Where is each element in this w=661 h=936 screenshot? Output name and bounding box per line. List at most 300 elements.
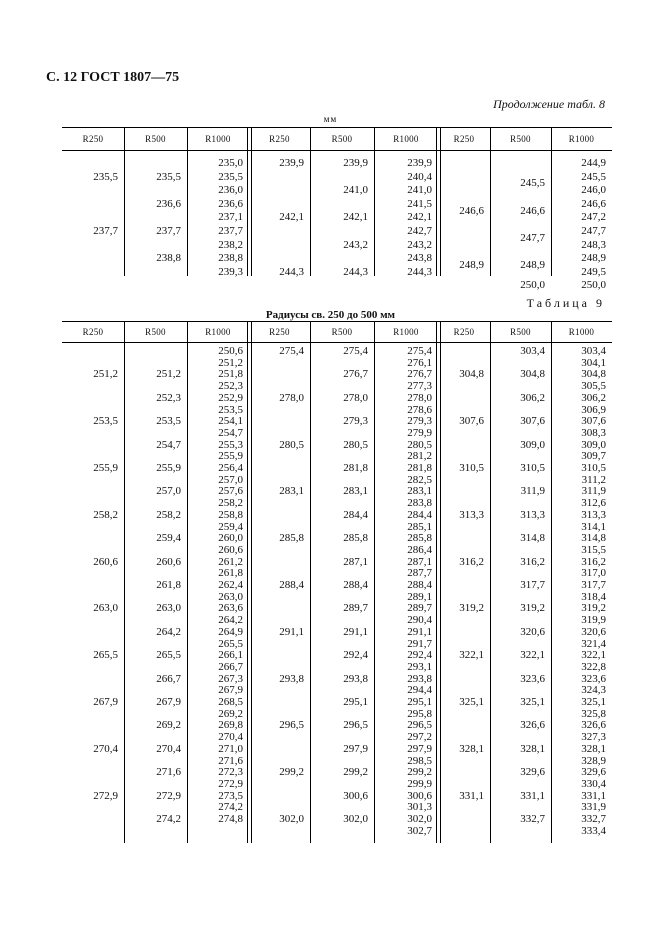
table-column — [490, 157, 551, 291]
table-cell: 289,1 — [407, 591, 432, 603]
table-cell: 246,6 — [459, 205, 484, 217]
table-column — [438, 345, 490, 843]
table-cell: 244,3 — [407, 266, 432, 278]
table-cell: 309,0 — [520, 439, 545, 451]
table-cell: 331,9 — [581, 801, 606, 813]
table-cell: 311,9 — [581, 485, 606, 497]
table-cell: 243,8 — [407, 252, 432, 264]
table-cell: 297,9 — [343, 743, 368, 755]
table-cell: 274,8 — [218, 813, 243, 825]
table-cell: 310,5 — [520, 462, 545, 474]
table-cell: 325,8 — [581, 708, 606, 720]
table-cell: 306,2 — [581, 392, 606, 404]
table-cell: 265,5 — [156, 649, 181, 661]
table-cell: 263,0 — [156, 602, 181, 614]
table-cell: 235,5 — [218, 171, 243, 183]
table-cell: 269,2 — [156, 719, 181, 731]
table-column — [310, 157, 374, 276]
table-cell: 281,2 — [407, 450, 432, 462]
table-cell: 239,9 — [343, 157, 368, 169]
table-cell: 332,7 — [520, 813, 545, 825]
table-cell: 272,9 — [156, 790, 181, 802]
page-header: С. 12 ГОСТ 1807—75 — [46, 70, 180, 85]
table-cell: 275,4 — [407, 345, 432, 357]
column-header: R1000 — [205, 327, 231, 337]
table-cell: 324,3 — [581, 684, 606, 696]
table-cell: 278,0 — [407, 392, 432, 404]
table-cell: 256,4 — [218, 462, 243, 474]
table-cell: 296,5 — [279, 719, 304, 731]
table-cell: 266,7 — [218, 661, 243, 673]
table-cell: 323,6 — [520, 673, 545, 685]
table-cell: 305,5 — [581, 380, 606, 392]
table-cell: 238,2 — [218, 239, 243, 251]
table-cell: 314,1 — [581, 521, 606, 533]
table-cell: 279,3 — [343, 415, 368, 427]
table-cell: 326,6 — [520, 719, 545, 731]
column-header: R250 — [453, 327, 475, 337]
table-cell: 323,6 — [581, 673, 606, 685]
table-cell: 284,4 — [343, 509, 368, 521]
table-cell: 331,1 — [459, 790, 484, 802]
column-header: R500 — [510, 327, 531, 337]
table-cell: 246,6 — [581, 198, 606, 210]
table-cell: 278,6 — [407, 404, 432, 416]
table-cell: 237,7 — [156, 225, 181, 237]
table-cell: 291,1 — [279, 626, 304, 638]
table-cell: 293,8 — [279, 673, 304, 685]
table-cell: 317,0 — [581, 567, 606, 579]
table-cell: 263,6 — [218, 602, 243, 614]
table-cell: 271,6 — [156, 766, 181, 778]
table-cell: 243,2 — [343, 239, 368, 251]
table-cell: 300,6 — [343, 790, 368, 802]
table-cell: 296,5 — [343, 719, 368, 731]
table-cell: 267,9 — [93, 696, 118, 708]
table-cell: 282,5 — [407, 474, 432, 486]
table-cell: 285,8 — [407, 532, 432, 544]
table-cell: 235,5 — [93, 171, 118, 183]
table-cell: 293,1 — [407, 661, 432, 673]
table-cell: 258,2 — [93, 509, 118, 521]
table-cell: 306,2 — [520, 392, 545, 404]
table-cell: 317,7 — [581, 579, 606, 591]
table-cell: 299,9 — [407, 778, 432, 790]
table-cell: 287,1 — [407, 556, 432, 568]
table-cell: 254,1 — [218, 415, 243, 427]
table-cell: 309,0 — [581, 439, 606, 451]
table-cell: 331,1 — [520, 790, 545, 802]
table-cell: 250,6 — [218, 345, 243, 357]
table-cell: 271,6 — [218, 755, 243, 767]
table-cell: 250,0 — [581, 279, 606, 291]
table-cell: 331,1 — [581, 790, 606, 802]
table-cell: 272,9 — [218, 778, 243, 790]
table-cell: 293,8 — [407, 673, 432, 685]
table-cell: 326,6 — [581, 719, 606, 731]
table-cell: 303,4 — [581, 345, 606, 357]
table-cell: 295,1 — [343, 696, 368, 708]
table-column — [249, 345, 310, 843]
table-cell: 285,8 — [343, 532, 368, 544]
table-cell: 310,5 — [459, 462, 484, 474]
table-cell: 274,2 — [156, 813, 181, 825]
table-cell: 328,9 — [581, 755, 606, 767]
table-cell: 304,8 — [520, 368, 545, 380]
table-cell: 291,1 — [343, 626, 368, 638]
table-column — [249, 157, 310, 276]
table-cell: 257,0 — [156, 485, 181, 497]
table-column — [374, 157, 438, 276]
table-cell: 278,0 — [279, 392, 304, 404]
table-cell: 327,3 — [581, 731, 606, 743]
table-header-row — [62, 321, 612, 343]
table-cell: 241,0 — [407, 184, 432, 196]
table-cell: 280,5 — [407, 439, 432, 451]
table-cell: 295,1 — [407, 696, 432, 708]
table-cell: 239,3 — [218, 266, 243, 278]
table-cell: 333,4 — [581, 825, 606, 837]
table-cell: 254,7 — [156, 439, 181, 451]
table-cell: 290,4 — [407, 614, 432, 626]
table-cell: 322,8 — [581, 661, 606, 673]
units-label: мм — [323, 114, 338, 124]
column-header: R1000 — [205, 134, 231, 144]
table-cell: 254,7 — [218, 427, 243, 439]
table-cell: 241,0 — [343, 184, 368, 196]
table-cell: 301,3 — [407, 801, 432, 813]
table-cell: 285,1 — [407, 521, 432, 533]
table-cell: 255,9 — [93, 462, 118, 474]
table-cell: 288,4 — [407, 579, 432, 591]
table-cell: 304,1 — [581, 357, 606, 369]
table-cell: 291,1 — [407, 626, 432, 638]
table-cell: 271,0 — [218, 743, 243, 755]
table-cell: 292,4 — [343, 649, 368, 661]
table-cell: 285,8 — [279, 532, 304, 544]
table-cell: 299,2 — [343, 766, 368, 778]
table-cell: 236,0 — [218, 184, 243, 196]
table-cell: 283,8 — [407, 497, 432, 509]
table-cell: 240,4 — [407, 171, 432, 183]
column-header: R250 — [269, 327, 290, 337]
column-header: R250 — [82, 134, 104, 144]
table-cell: 245,5 — [581, 171, 606, 183]
table-cell: 299,2 — [279, 766, 304, 778]
table-9-title: Радиусы св. 250 до 500 мм — [265, 309, 396, 321]
column-header: R1000 — [568, 134, 595, 144]
continuation-label: Продолжение табл. 8 — [493, 97, 605, 111]
table-cell: 269,8 — [218, 719, 243, 731]
column-header: R250 — [82, 327, 104, 337]
table-cell: 287,1 — [343, 556, 368, 568]
table-cell: 291,7 — [407, 638, 432, 650]
table-cell: 302,7 — [407, 825, 432, 837]
table-cell: 239,9 — [279, 157, 304, 169]
table-column — [551, 345, 612, 843]
table-cell: 293,8 — [343, 673, 368, 685]
table-cell: 247,7 — [520, 232, 545, 244]
table-cell: 289,7 — [407, 602, 432, 614]
table-cell: 281,8 — [407, 462, 432, 474]
table-cell: 264,2 — [218, 614, 243, 626]
table-cell: 241,5 — [407, 198, 432, 210]
table-cell: 280,5 — [279, 439, 304, 451]
table-cell: 252,9 — [218, 392, 243, 404]
table-cell: 260,6 — [156, 556, 181, 568]
table-cell: 251,2 — [93, 368, 118, 380]
table-cell: 244,3 — [279, 266, 304, 278]
table-cell: 278,0 — [343, 392, 368, 404]
table-cell: 302,0 — [279, 813, 304, 825]
table-cell: 235,5 — [156, 171, 181, 183]
table-cell: 248,3 — [581, 239, 606, 251]
column-header: R250 — [453, 134, 475, 144]
table-cell: 329,6 — [520, 766, 545, 778]
column-header: R500 — [510, 134, 531, 144]
table-cell: 316,2 — [520, 556, 545, 568]
table-cell: 307,6 — [520, 415, 545, 427]
table-cell: 236,6 — [218, 198, 243, 210]
table-cell: 279,3 — [407, 415, 432, 427]
table-cell: 276,7 — [407, 368, 432, 380]
table-cell: 255,9 — [156, 462, 181, 474]
table-cell: 307,6 — [459, 415, 484, 427]
table-cell: 237,7 — [93, 225, 118, 237]
table-cell: 235,0 — [218, 157, 243, 169]
table-cell: 289,7 — [343, 602, 368, 614]
table-cell: 253,5 — [156, 415, 181, 427]
table-column — [374, 345, 438, 843]
table-cell: 307,6 — [581, 415, 606, 427]
table-cell: 253,5 — [93, 415, 118, 427]
table-header-row — [62, 127, 612, 151]
table-cell: 313,3 — [581, 509, 606, 521]
table-column — [438, 157, 490, 276]
table-cell: 288,4 — [279, 579, 304, 591]
table-cell: 260,6 — [93, 556, 118, 568]
table-cell: 247,7 — [581, 225, 606, 237]
table-cell: 292,4 — [407, 649, 432, 661]
table-cell: 314,8 — [581, 532, 606, 544]
table-cell: 257,6 — [218, 485, 243, 497]
table-column — [62, 157, 124, 276]
table-cell: 316,2 — [459, 556, 484, 568]
column-header: R500 — [145, 327, 166, 337]
table-cell: 321,4 — [581, 638, 606, 650]
table-cell: 272,3 — [218, 766, 243, 778]
table-cell: 266,1 — [218, 649, 243, 661]
table-cell: 296,5 — [407, 719, 432, 731]
table-cell: 260,6 — [218, 544, 243, 556]
table-column — [124, 157, 187, 276]
table-cell: 295,8 — [407, 708, 432, 720]
table-cell: 286,4 — [407, 544, 432, 556]
column-header: R250 — [269, 134, 290, 144]
table-cell: 304,8 — [581, 368, 606, 380]
table-cell: 313,3 — [520, 509, 545, 521]
table-cell: 325,1 — [520, 696, 545, 708]
table-cell: 311,2 — [581, 474, 606, 486]
table-cell: 259,4 — [156, 532, 181, 544]
table-cell: 302,0 — [407, 813, 432, 825]
table-cell: 298,5 — [407, 755, 432, 767]
table-cell: 267,9 — [218, 684, 243, 696]
table-cell: 266,7 — [156, 673, 181, 685]
table-cell: 330,4 — [581, 778, 606, 790]
table-cell: 297,9 — [407, 743, 432, 755]
table-cell: 302,0 — [343, 813, 368, 825]
table-cell: 252,3 — [156, 392, 181, 404]
table-cell: 319,2 — [581, 602, 606, 614]
table-cell: 243,2 — [407, 239, 432, 251]
column-header: R500 — [331, 327, 353, 337]
table-cell: 312,6 — [581, 497, 606, 509]
table-column — [490, 345, 551, 843]
table-cell: 264,9 — [218, 626, 243, 638]
table-cell: 315,5 — [581, 544, 606, 556]
table-cell: 245,5 — [520, 177, 545, 189]
table-cell: 270,4 — [93, 743, 118, 755]
table-cell: 299,2 — [407, 766, 432, 778]
table-cell: 258,2 — [218, 497, 243, 509]
table-9-number: Таблица 9 — [526, 296, 605, 310]
table-column — [124, 345, 187, 843]
table-cell: 262,4 — [218, 579, 243, 591]
table-cell: 261,2 — [218, 556, 243, 568]
table-cell: 258,2 — [156, 509, 181, 521]
table-cell: 255,9 — [218, 450, 243, 462]
table-cell: 272,9 — [93, 790, 118, 802]
table-cell: 294,4 — [407, 684, 432, 696]
table-cell: 329,6 — [581, 766, 606, 778]
table-cell: 258,8 — [218, 509, 243, 521]
column-header: R1000 — [568, 327, 595, 337]
table-cell: 279,9 — [407, 427, 432, 439]
table-column — [310, 345, 374, 843]
table-cell: 238,8 — [218, 252, 243, 264]
table-cell: 309,7 — [581, 450, 606, 462]
table-cell: 313,3 — [459, 509, 484, 521]
table-cell: 314,8 — [520, 532, 545, 544]
table-column — [62, 345, 124, 843]
column-header: R500 — [145, 134, 166, 144]
table-cell: 267,3 — [218, 673, 243, 685]
table-cell: 270,4 — [218, 731, 243, 743]
table-cell: 325,1 — [459, 696, 484, 708]
table-cell: 239,9 — [407, 157, 432, 169]
table-cell: 267,9 — [156, 696, 181, 708]
table-cell: 322,1 — [520, 649, 545, 661]
table-cell: 250,0 — [520, 279, 545, 291]
table-cell: 297,2 — [407, 731, 432, 743]
table-cell: 317,7 — [520, 579, 545, 591]
column-header: R500 — [331, 134, 353, 144]
table-cell: 283,1 — [407, 485, 432, 497]
table-cell: 274,2 — [218, 801, 243, 813]
table-cell: 319,2 — [459, 602, 484, 614]
table-cell: 242,1 — [279, 211, 304, 223]
table-cell: 242,1 — [343, 211, 368, 223]
table-column — [551, 157, 612, 291]
table-cell: 322,1 — [459, 649, 484, 661]
table-cell: 259,4 — [218, 521, 243, 533]
table-cell: 273,5 — [218, 790, 243, 802]
table-cell: 277,3 — [407, 380, 432, 392]
table-cell: 248,9 — [459, 259, 484, 271]
table-cell: 283,1 — [343, 485, 368, 497]
table-cell: 238,8 — [156, 252, 181, 264]
table-cell: 242,1 — [407, 211, 432, 223]
table-cell: 284,4 — [407, 509, 432, 521]
table-cell: 269,2 — [218, 708, 243, 720]
table-cell: 248,9 — [520, 259, 545, 271]
table-cell: 249,5 — [581, 266, 606, 278]
table-cell: 319,9 — [581, 614, 606, 626]
table-cell: 251,2 — [218, 357, 243, 369]
table-9 — [62, 321, 612, 845]
table-cell: 281,8 — [343, 462, 368, 474]
column-header: R1000 — [393, 134, 419, 144]
table-cell: 246,6 — [520, 205, 545, 217]
table-cell: 268,5 — [218, 696, 243, 708]
table-cell: 310,5 — [581, 462, 606, 474]
table-column — [187, 345, 249, 843]
table-cell: 244,9 — [581, 157, 606, 169]
table-cell: 264,2 — [156, 626, 181, 638]
table-cell: 332,7 — [581, 813, 606, 825]
table-cell: 320,6 — [520, 626, 545, 638]
table-cell: 237,1 — [218, 211, 243, 223]
table-cell: 283,1 — [279, 485, 304, 497]
table-cell: 306,9 — [581, 404, 606, 416]
table-cell: 261,8 — [156, 579, 181, 591]
table-cell: 300,6 — [407, 790, 432, 802]
table-cell: 263,0 — [218, 591, 243, 603]
table-cell: 255,3 — [218, 439, 243, 451]
table-cell: 328,1 — [520, 743, 545, 755]
table-cell: 242,7 — [407, 225, 432, 237]
table-cell: 318,4 — [581, 591, 606, 603]
table-cell: 275,4 — [279, 345, 304, 357]
table-cell: 304,8 — [459, 368, 484, 380]
table-cell: 276,1 — [407, 357, 432, 369]
table-cell: 251,2 — [156, 368, 181, 380]
table-cell: 288,4 — [343, 579, 368, 591]
table-cell: 237,7 — [218, 225, 243, 237]
column-header: R1000 — [393, 327, 419, 337]
table-cell: 261,8 — [218, 567, 243, 579]
table-8-continuation — [62, 127, 612, 291]
table-cell: 320,6 — [581, 626, 606, 638]
table-cell: 265,5 — [218, 638, 243, 650]
table-column — [187, 157, 249, 276]
table-cell: 248,9 — [581, 252, 606, 264]
table-cell: 316,2 — [581, 556, 606, 568]
table-cell: 263,0 — [93, 602, 118, 614]
table-cell: 275,4 — [343, 345, 368, 357]
table-cell: 236,6 — [156, 198, 181, 210]
table-cell: 325,1 — [581, 696, 606, 708]
table-cell: 303,4 — [520, 345, 545, 357]
table-cell: 253,5 — [218, 404, 243, 416]
table-cell: 328,1 — [459, 743, 484, 755]
table-cell: 328,1 — [581, 743, 606, 755]
table-cell: 257,0 — [218, 474, 243, 486]
table-cell: 311,9 — [520, 485, 545, 497]
table-cell: 252,3 — [218, 380, 243, 392]
table-cell: 280,5 — [343, 439, 368, 451]
